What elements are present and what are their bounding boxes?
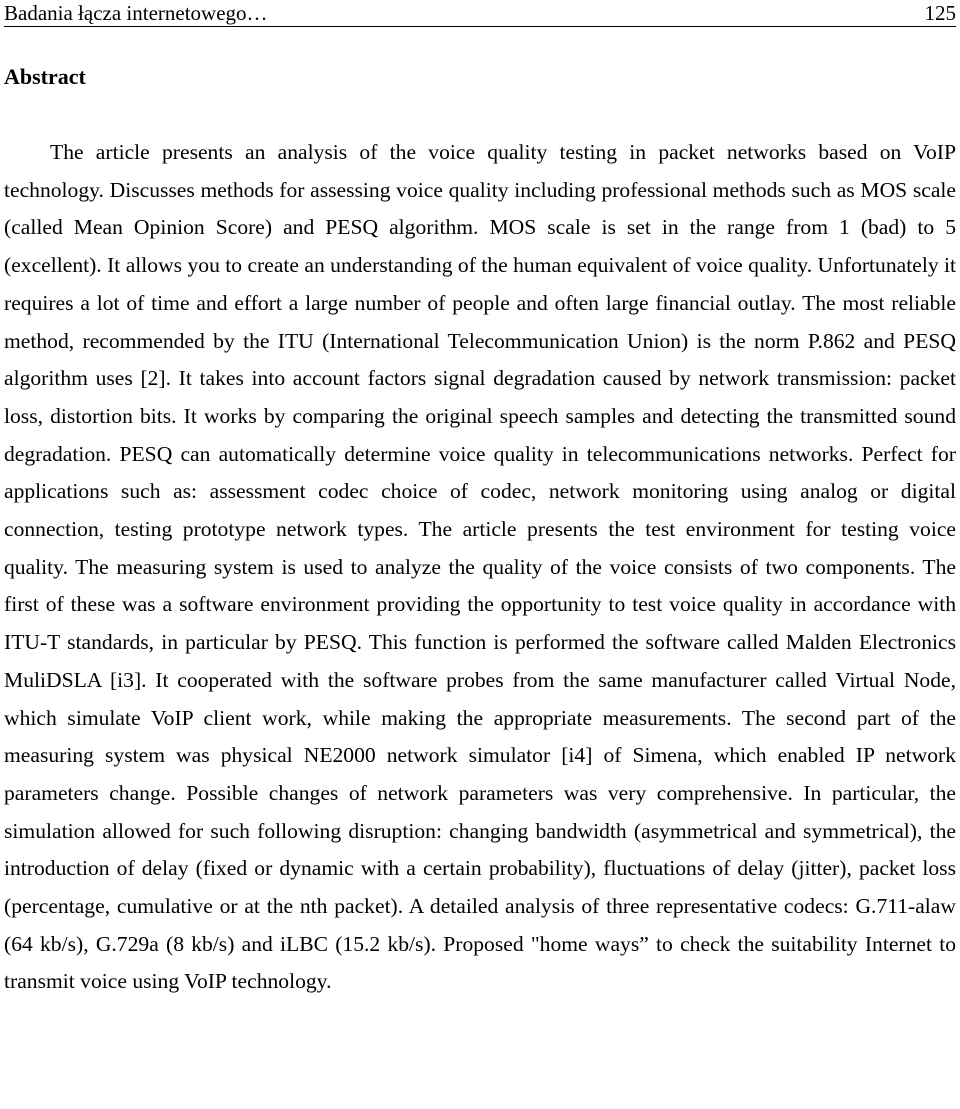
page-number: 125 xyxy=(924,1,956,25)
running-header xyxy=(4,0,956,27)
header-title: Badania łącza internetowego… xyxy=(4,1,268,25)
abstract-body: The article presents an analysis of the voice quality testing in packet networks based on VoIP technology. Discusses methods for assessing voice quality including professional methods such as MOS scale (called Mean Opinion Score) and PESQ algorithm. MOS scale is set in the range from 1 (bad) to 5 (excellent). It allows you to create an understanding of the human equivalent of voice quality. Unfortunately it requires a lot of time and effort a large number of people and often large financial outlay. The most reliable method, recommended by the ITU (International Telecommunication Union) is the norm P.862 and PESQ algorithm uses [2]. It takes into account factors signal degradation caused by network transmission: packet loss, distortion bits. It works by comparing the original speech samples and detecting the transmitted sound degradation. PESQ can automatically determine voice quality in telecommunications networks. Perfect for applications such as: assessment codec choice of codec, network monitoring using analog or digital connection, testing prototype network types. The article presents the test environment for testing voice quality. The measuring system is used to analyze the quality of the voice consists of two components. The first of these was a software environment providing the opportunity to test voice quality in accordance with ITU-T standards, in particular by PESQ. This function is performed the software called Malden Electronics MuliDSLA [i3]. It cooperated with the software probes from the same manufacturer called Virtual Node, which simulate VoIP client work, while making the appropriate measurements. The second part of the measuring system was physical NE2000 network simulator [i4] of Simena, which enabled IP network parameters change. Possible changes of network parameters was very comprehensive. In particular, the simulation allowed for such following disruption: changing bandwidth (asymmetrical and symmetrical), the introduction of delay (fixed or dynamic with a certain probability), fluctuations of delay (jitter), packet loss (percentage, cumulative or at the nth packet). A detailed analysis of three representative codecs: G.711-alaw (64 kb/s), G.729a (8 kb/s) and iLBC (15.2 kb/s). Proposed "home ways” to check the suitability Internet to transmit voice using VoIP technology. xyxy=(4,140,957,994)
abstract-heading: Abstract xyxy=(4,64,86,89)
